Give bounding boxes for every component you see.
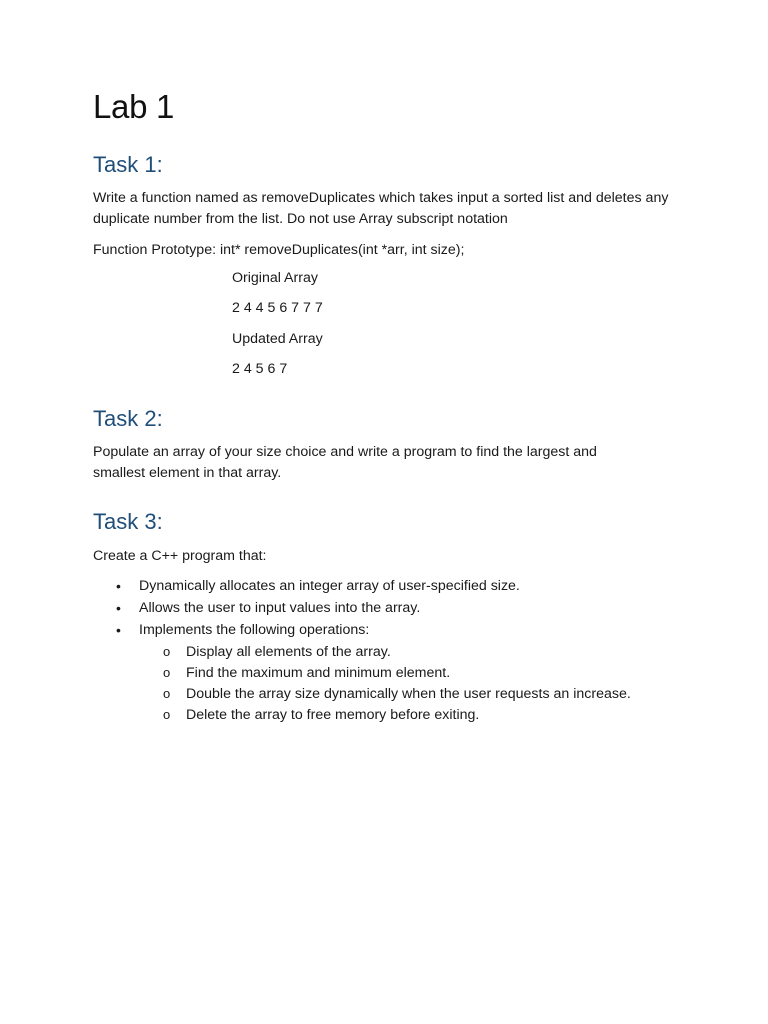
sub-list-item <box>93 705 693 726</box>
sub-bullet-text: Double the array size dynamically when the user requests an increase. <box>186 686 631 702</box>
list-item <box>93 576 693 598</box>
updated-array-label: Updated Array <box>232 331 323 347</box>
task3-heading: Task 3: <box>93 509 163 534</box>
sub-bullet-text: Delete the array to free memory before exiting. <box>186 707 480 723</box>
document-title: Lab 1 <box>93 88 175 125</box>
task3-sub-bullet-list <box>93 642 693 726</box>
bullet-icon: • <box>116 600 121 616</box>
circle-bullet-icon: o <box>163 707 171 722</box>
original-array-label: Original Array <box>232 270 318 286</box>
circle-bullet-icon: o <box>163 686 171 701</box>
original-array-values: 2 4 4 5 6 7 7 7 <box>232 300 323 316</box>
sub-list-item <box>93 663 693 684</box>
sub-list-item <box>93 684 693 705</box>
updated-array-values: 2 4 5 6 7 <box>232 361 288 377</box>
circle-bullet-icon: o <box>163 644 171 659</box>
sub-bullet-text: Display all elements of the array. <box>186 644 391 660</box>
bullet-text: Dynamically allocates an integer array of user-specified size. <box>139 578 520 594</box>
task3-intro: Create a C++ program that: <box>93 548 267 564</box>
sub-bullet-text: Find the maximum and minimum element. <box>186 665 451 681</box>
task1-description: Write a function named as removeDuplicates which takes input a sorted list and deletes any duplicate number from the list. Do not use Array subscript notation <box>93 190 669 227</box>
task1-prototype: Function Prototype: int* removeDuplicates(int *arr, int size); <box>93 242 465 258</box>
sub-list-container <box>93 642 693 726</box>
bullet-icon: • <box>116 578 121 594</box>
task1-heading: Task 1: <box>93 152 163 177</box>
task2-heading: Task 2: <box>93 406 163 431</box>
list-item <box>93 620 693 642</box>
sub-list-item <box>93 642 693 663</box>
circle-bullet-icon: o <box>163 665 171 680</box>
bullet-icon: • <box>116 622 121 638</box>
bullet-text: Implements the following operations: <box>139 622 370 638</box>
task2-description: Populate an array of your size choice and write a program to find the largest and smallest element in that array. <box>93 444 597 481</box>
list-item <box>93 598 693 620</box>
bullet-text: Allows the user to input values into the array. <box>139 600 421 616</box>
task3-bullet-list <box>93 576 693 726</box>
